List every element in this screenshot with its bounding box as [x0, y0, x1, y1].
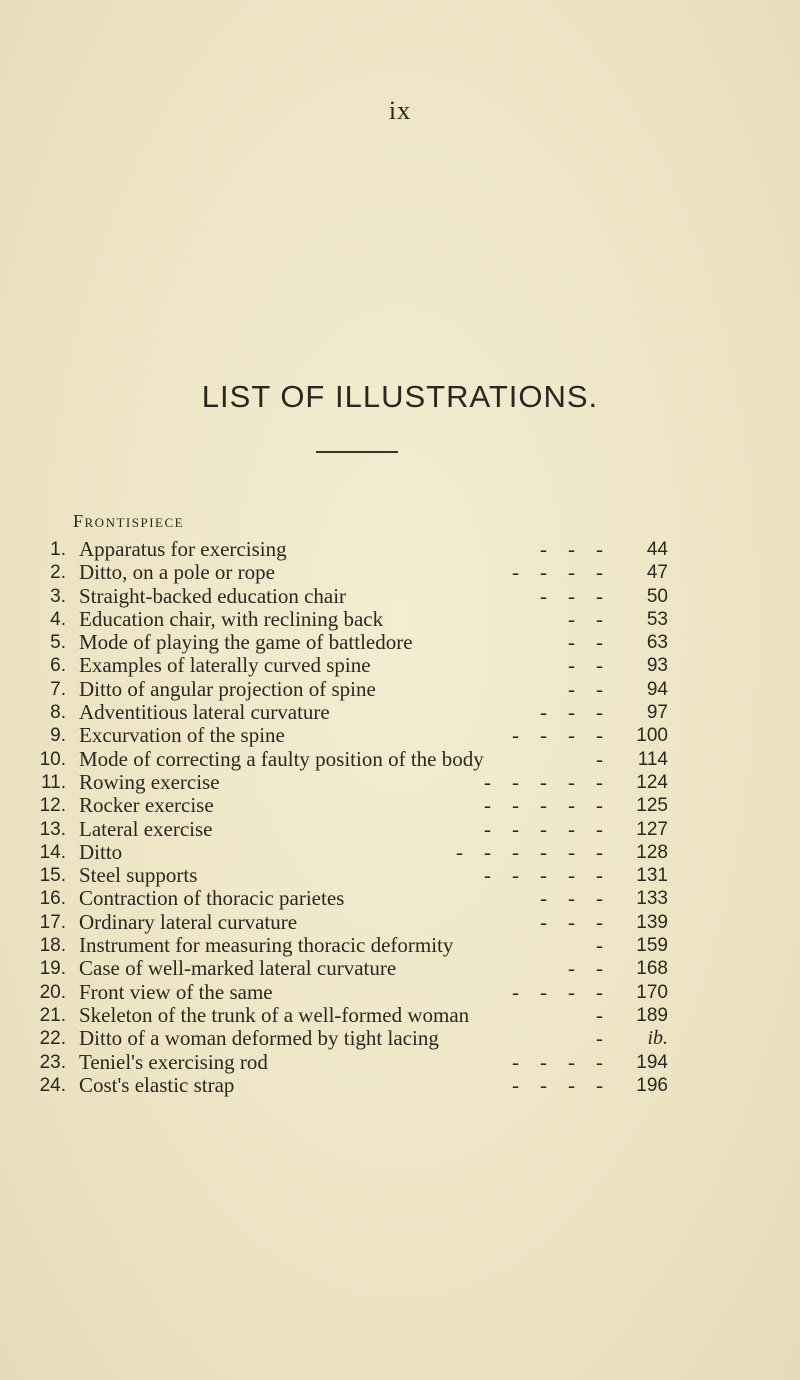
- item-page-number: 127: [636, 818, 668, 840]
- list-item: [0, 981, 800, 1004]
- item-title: Ditto, on a pole or rope: [79, 560, 275, 585]
- item-page-number: 125: [636, 795, 668, 817]
- item-page-number: 196: [636, 1074, 668, 1096]
- leader-dashes: - - - - -: [484, 793, 603, 818]
- item-page-number: 44: [646, 539, 668, 560]
- item-number: 16.: [39, 888, 66, 910]
- item-number: 24.: [39, 1074, 66, 1096]
- leader-dashes: -: [596, 1002, 603, 1027]
- item-number: 9.: [50, 725, 66, 747]
- item-page-number: 133: [636, 888, 668, 910]
- leader-dashes: -: [596, 746, 603, 771]
- item-number: 23.: [39, 1051, 66, 1073]
- list-item: [0, 724, 800, 747]
- item-title: Mode of playing the game of battledore: [79, 630, 413, 655]
- item-title: Straight-backed education chair: [79, 583, 347, 608]
- leader-dashes: - -: [568, 653, 603, 678]
- leader-dashes: - - - - -: [484, 816, 603, 841]
- list-item: [0, 538, 800, 561]
- leader-dashes: - -: [568, 956, 603, 981]
- item-number: 5.: [50, 632, 66, 654]
- item-page-number: 159: [636, 935, 668, 957]
- list-item: [0, 1074, 800, 1097]
- item-page-number: 168: [636, 958, 668, 980]
- title-divider: [316, 451, 398, 453]
- item-number: 11.: [40, 771, 66, 793]
- item-number: 1.: [50, 539, 66, 560]
- item-title: Front view of the same: [79, 979, 273, 1004]
- item-page-number: 97: [646, 702, 668, 724]
- item-number: 15.: [39, 865, 66, 887]
- item-title: Skeleton of the trunk of a well-formed woman: [79, 1002, 470, 1027]
- item-page-number: 194: [636, 1051, 668, 1073]
- item-number: 3.: [50, 585, 66, 607]
- item-page-number: 53: [646, 608, 668, 630]
- item-title: Ditto: [79, 839, 123, 864]
- item-page-number: 94: [646, 678, 668, 700]
- item-title: Apparatus for exercising: [79, 537, 287, 561]
- item-page-number: 114: [637, 748, 668, 770]
- leader-dashes: - - - - - -: [456, 839, 603, 864]
- leader-dashes: - - -: [540, 909, 603, 934]
- leader-dashes: - -: [568, 676, 603, 701]
- item-number: 2.: [50, 562, 66, 584]
- frontispiece-label: Frontispiece: [73, 511, 185, 531]
- item-title: Teniel's exercising rod: [79, 1049, 268, 1074]
- list-item: [0, 957, 800, 980]
- leader-dashes: - - -: [540, 537, 603, 561]
- item-number: 13.: [39, 818, 66, 840]
- item-title: Case of well-marked lateral curvature: [79, 956, 397, 981]
- leader-dashes: - - - - -: [484, 863, 603, 888]
- list-item: [0, 608, 800, 631]
- leader-dashes: -: [596, 1026, 603, 1051]
- leader-dashes: - - -: [540, 583, 603, 608]
- item-page-number: 93: [646, 655, 668, 677]
- leader-dashes: - - - -: [512, 979, 603, 1004]
- item-title: Education chair, with reclining back: [79, 606, 384, 631]
- item-title: Steel supports: [79, 863, 198, 888]
- item-number: 8.: [50, 702, 66, 724]
- item-title: Rowing exercise: [79, 769, 220, 794]
- page-title: LIST OF ILLUSTRATIONS.: [201, 378, 599, 414]
- list-item: [0, 585, 800, 608]
- item-title: Ordinary lateral curvature: [79, 909, 298, 934]
- item-page-number: ib.: [647, 1027, 668, 1050]
- item-number: 14.: [39, 841, 66, 863]
- leader-dashes: - -: [568, 606, 603, 631]
- leader-dashes: - - - -: [512, 1072, 603, 1097]
- leader-dashes: - - - -: [512, 723, 603, 748]
- item-page-number: 139: [636, 911, 668, 933]
- item-number: 21.: [39, 1004, 66, 1026]
- item-number: 18.: [39, 935, 66, 957]
- item-page-number: 63: [646, 632, 668, 654]
- leader-dashes: - - - - -: [484, 769, 603, 794]
- item-title: Rocker exercise: [79, 793, 214, 818]
- leader-dashes: - - - -: [512, 560, 603, 585]
- item-page-number: 189: [636, 1004, 668, 1026]
- item-page-number: 124: [636, 771, 668, 793]
- item-title: Cost's elastic strap: [79, 1072, 235, 1097]
- leader-dashes: -: [596, 933, 603, 958]
- list-item: [0, 771, 800, 794]
- leader-dashes: - -: [568, 630, 603, 655]
- item-title: Contraction of thoracic parietes: [79, 886, 345, 911]
- list-item: [0, 1051, 800, 1074]
- leader-dashes: - - - -: [512, 1049, 603, 1074]
- item-page-number: 131: [636, 865, 668, 887]
- list-item: [0, 1004, 800, 1027]
- list-item: [0, 654, 800, 677]
- item-number: 19.: [39, 958, 66, 980]
- item-number: 6.: [50, 655, 66, 677]
- item-title: Adventitious lateral curvature: [79, 700, 330, 725]
- list-item: [0, 864, 800, 887]
- list-item: [0, 911, 800, 934]
- list-item: [0, 561, 800, 584]
- item-title: Excurvation of the spine: [79, 723, 285, 748]
- list-item: [0, 701, 800, 724]
- item-number: 12.: [39, 795, 66, 817]
- item-title: Ditto of angular projection of spine: [79, 676, 376, 701]
- item-page-number: 100: [636, 725, 668, 747]
- item-number: 20.: [39, 981, 66, 1003]
- item-title: Instrument for measuring thoracic deformity: [79, 933, 454, 958]
- list-item: [0, 631, 800, 654]
- item-page-number: 50: [646, 585, 668, 607]
- item-page-number: 47: [646, 562, 668, 584]
- item-number: 22.: [39, 1028, 66, 1050]
- item-number: 17.: [39, 911, 66, 933]
- list-item: [0, 748, 800, 771]
- list-item: [0, 818, 800, 841]
- page-number: ix: [388, 96, 412, 125]
- item-title: Mode of correcting a faulty position of the body: [79, 746, 484, 771]
- item-number: 4.: [50, 608, 66, 630]
- illustration-list: [0, 538, 800, 1097]
- list-item: [0, 934, 800, 957]
- item-title: Examples of laterally curved spine: [79, 653, 371, 678]
- item-number: 7.: [50, 678, 66, 700]
- leader-dashes: - - -: [540, 886, 603, 911]
- list-item: [0, 887, 800, 910]
- list-item: [0, 794, 800, 817]
- leader-dashes: - - -: [540, 700, 603, 725]
- list-item: [0, 1027, 800, 1050]
- list-item: [0, 841, 800, 864]
- list-item: [0, 678, 800, 701]
- item-page-number: 170: [636, 981, 668, 1003]
- item-title: Lateral exercise: [79, 816, 213, 841]
- item-number: 10.: [39, 748, 66, 770]
- item-page-number: 128: [636, 841, 668, 863]
- item-title: Ditto of a woman deformed by tight lacing: [79, 1026, 439, 1051]
